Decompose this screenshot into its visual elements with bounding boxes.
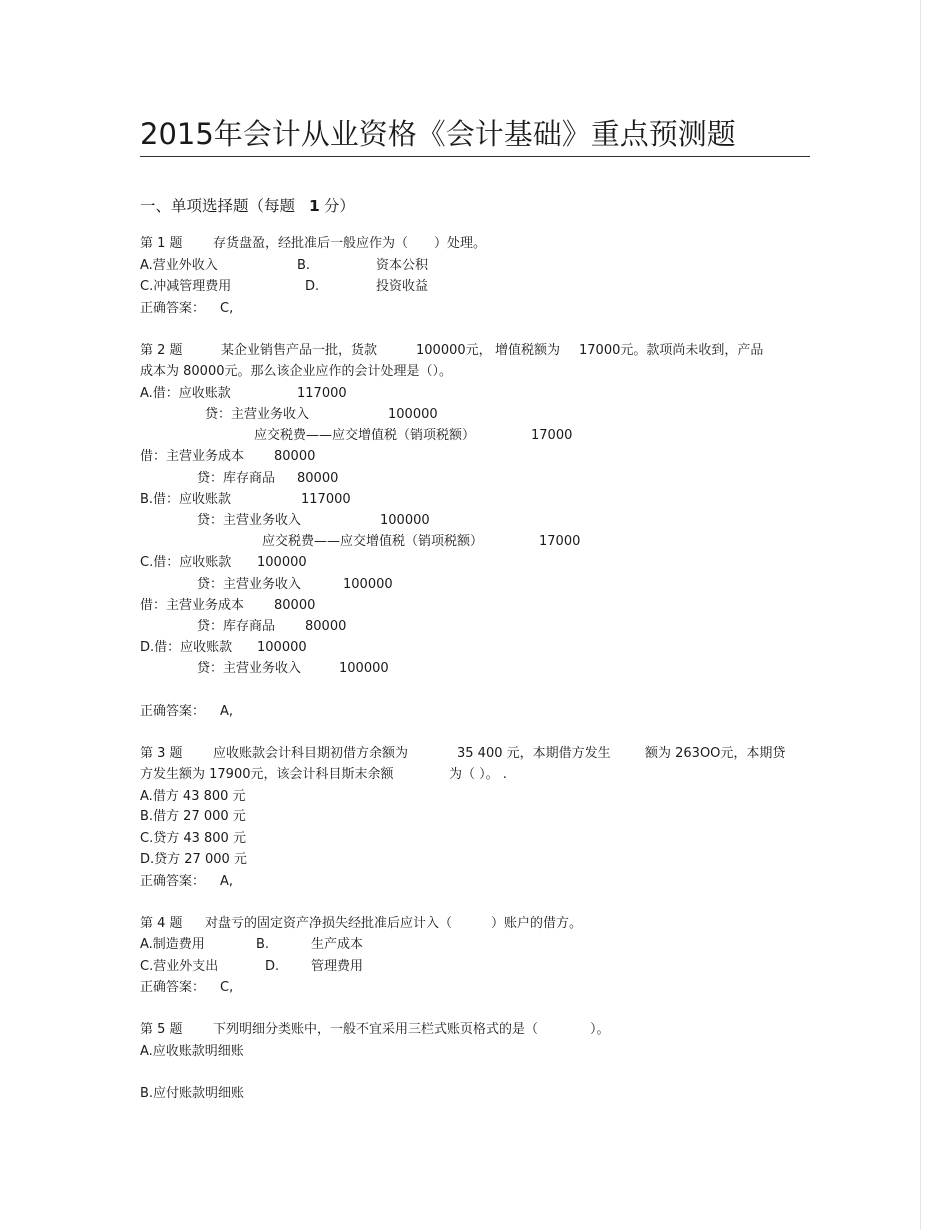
option-d: D.贷方 27 000 元 (140, 852, 247, 867)
question-text: 应收账款会计科目期初借方余额为 (213, 746, 409, 761)
entry-amount: 17000 (531, 428, 573, 443)
section-heading-points: 1 (309, 197, 320, 215)
option-d-key: D. (305, 279, 320, 294)
question-text: 下列明细分类账中，一般不宜采用三栏式账页格式的是（ ）。 (213, 1022, 610, 1037)
entry-account: B.借：应收账款 (140, 492, 232, 507)
entry-account: 贷：主营业务收入 (205, 407, 310, 422)
entry-account: A.借：应收账款 (140, 386, 231, 401)
option-b-key: B. (297, 258, 311, 273)
entry-amount: 117000 (297, 386, 347, 401)
entry-amount: 100000 (380, 513, 430, 528)
question-tax-label: 增值税额为 (495, 343, 561, 358)
page-edge (920, 0, 921, 1230)
option-b: B.应付账款明细账 (140, 1086, 245, 1101)
entry-account: 贷：主营业务收入 (197, 661, 302, 676)
answer-label: 正确答案： (140, 874, 206, 889)
option-a: A.借方 43 800 元 (140, 789, 246, 804)
option-d: 管理费用 (311, 959, 364, 974)
option-a: A.应收账款明细账 (140, 1044, 244, 1059)
question-number: 第 3 题 (140, 746, 183, 761)
entry-account: 贷：主营业务收入 (197, 513, 302, 528)
option-c: C.贷方 43 800 元 (140, 831, 246, 846)
entry-account: 借：主营业务成本 (140, 598, 245, 613)
question-value-2: 额为 263OO元，本期贷 (645, 746, 786, 761)
answer-value: A, (220, 874, 234, 889)
entry-account: 贷：库存商品 (197, 471, 276, 486)
option-a: A.营业外收入 (140, 258, 218, 273)
answer-value: C, (220, 301, 234, 316)
answer-label: 正确答案： (140, 704, 206, 719)
question-text-end: 为（ ）。 . (449, 767, 507, 782)
question-text: 方发生额为 17900元，该会计科目斯末余额 (140, 767, 394, 782)
entry-account: 应交税费——应交增值税（销项税额） (262, 534, 484, 549)
question-text: 某企业销售产品一批，货款 (221, 343, 378, 358)
answer-value: C, (220, 980, 234, 995)
question-number: 第 1 题 (140, 236, 183, 251)
question-goods-amount: 100000元， (416, 343, 492, 358)
entry-amount: 17000 (539, 534, 581, 549)
question-tax-amount: 17000元。款项尚未收到，产品 (579, 343, 764, 358)
question-number: 第 5 题 (140, 1022, 183, 1037)
entry-account: 借：主营业务成本 (140, 449, 245, 464)
entry-amount: 80000 (274, 598, 316, 613)
entry-amount: 100000 (343, 577, 393, 592)
document-title: 2015年会计从业资格《会计基础》重点预测题 (140, 112, 810, 157)
entry-amount: 100000 (339, 661, 389, 676)
entry-amount: 100000 (257, 555, 307, 570)
answer-label: 正确答案： (140, 980, 206, 995)
entry-account: 贷：主营业务收入 (197, 577, 302, 592)
question-number: 第 4 题 (140, 916, 183, 931)
answer-value: A, (220, 704, 234, 719)
option-c: C.冲减管理费用 (140, 279, 232, 294)
entry-amount: 80000 (297, 471, 339, 486)
entry-account: 贷：库存商品 (197, 619, 276, 634)
entry-amount: 100000 (257, 640, 307, 655)
entry-amount: 117000 (301, 492, 351, 507)
question-text: 存货盘盈，经批准后一般应作为（ ）处理。 (213, 236, 487, 251)
answer-label: 正确答案： (140, 301, 206, 316)
entry-amount: 80000 (274, 449, 316, 464)
question-text: 对盘亏的固定资产净损失经批准后应计入（ ）账户的借方。 (205, 916, 583, 931)
entry-account: 应交税费——应交增值税（销项税额） (254, 428, 476, 443)
entry-amount: 80000 (305, 619, 347, 634)
entry-account: D.借：应收账款 (140, 640, 233, 655)
option-d-key: D. (265, 959, 280, 974)
option-d: 投资收益 (376, 279, 429, 294)
option-b: 资本公积 (376, 258, 429, 273)
option-b-key: B. (256, 937, 270, 952)
option-b: 生产成本 (311, 937, 364, 952)
option-b: B.借方 27 000 元 (140, 809, 246, 824)
question-text: 成本为 80000元。那么该企业应作的会计处理是（）。 (140, 364, 452, 379)
option-c: C.营业外支出 (140, 959, 219, 974)
option-a: A.制造费用 (140, 937, 205, 952)
question-number: 第 2 题 (140, 343, 183, 358)
question-value-1: 35 400 元，本期借方发生 (457, 746, 611, 761)
entry-amount: 100000 (388, 407, 438, 422)
entry-account: C.借：应收账款 (140, 555, 232, 570)
section-heading-prefix: 一、单项选择题（每题 (140, 197, 296, 215)
section-heading (140, 194, 355, 216)
section-heading-suffix: 分） (323, 197, 355, 215)
